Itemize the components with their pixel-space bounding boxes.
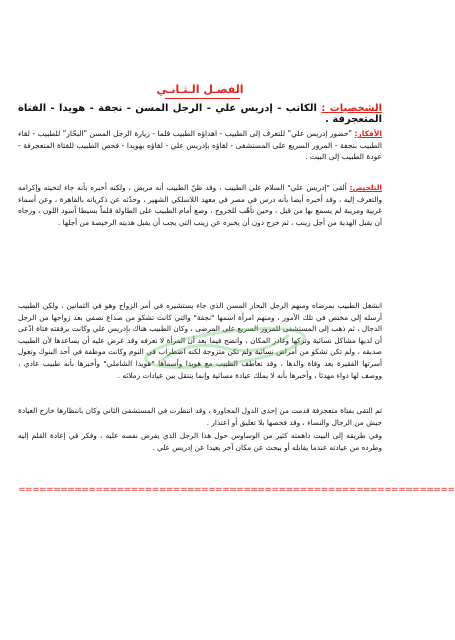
- ideas-text: "حضور إدريس علي" للتعرف إلى الطبيب - اهداؤه الطبيب قلما - زيارة الرجل المسن "البحّار" للطبيب - لقاء الطبيب بنجفة - المرور السريع على المستشفى - لقاؤه بإدريس علي - لقاؤه بهويدا - فحص الطبيب للفتاة المتعجرفة - عودة الطبيب إلى البيت .: [18, 129, 382, 161]
- body-paragraph-2: ثم التقى بفتاة متعجرفة قدمت من إحدى الدول المجاورة ، وقد انتظرت في المستشفى الثاني وكان بانتظارها خارج العيادة جيش من الرجال والنساء ، وقد فحصها بلا تعليق أو اعتذار .: [18, 406, 382, 427]
- body-paragraph-1: انشغل الطبيب بمرضاه ومنهم الرجل البحار المسن الذي جاء يستشيره في أمر الزواج وهو في الثمانين ، ولكن الطبيب أرسله إلى مختص في تلك الأمور ، ومنهم امرأة اسمها "نجفة" والتي كانت تشكو من صداع نصفي بعد زواجها من الرجل الدجال ، ثم ذهب إلى المستشفى للمرور السريع على المرضى ، وكان الطبيب هناك بإدريس علي وكانت برفقته فتاة ادّعى أن لديها مشاكل نسائية وتركها وغادر المكان ، واتضح فيما بعد أن المرأة لا تعرفه وقد عرض عليه أن يساعدها لأن الطبيب صديقه ، ولم تكن تشكو من أمراض نسائية ولم تكن متزوجة لكنه اضطراب في النوم وكانت موظفة في أحد البنوك وتعول أسرتها الفقيرة بعد وفاة والدها ، وقد تعاطف الطبيب مع هويدا وأسماها "هويدا الشاملي" وأخبرها بأنه طبيب عادي ، ووصف لها دواء مهدئا ، وأخبرها بأنه لا يملك عيادة مسائية وإنما ينتقل بين عيادات زملائه .: [18, 301, 382, 380]
- characters-text: الكاتب - إدريس علي - الرجل المسن - نجفة - هويدا - الفتاة المتعجرفة .: [18, 103, 382, 125]
- ideas-paragraph: [18, 128, 382, 163]
- summary-text: ألقى "إدريس علي" السلام على الطبيب ، وقد ظنّ الطبيب أنه مريض ، ولكنه أخبره بأنه جاء لتحيته وإكرامه والتعرف إليه ، وقد أخبره أيضا بأنه درس في مصر في معهد اللاسلكي الشهير ، وحدّثه عن ذكرياته بالقاهرة ، وعن أسماء غريبة ومريبة لم يسمع بها من قبل ، وحين تأهّب للخروج ، وضع أمام الطبيب على الطاولة قلماً بسيطا أسود اللون ، ورجاه أن يقبل الهدية من أجل زينب ، ثم خرج دون أن يخبره عن زينب التي يجب أن يقبل هديته الرخيصة من أجلها .: [18, 183, 382, 227]
- chapter-title-underline: [165, 98, 240, 99]
- section-divider: ==============================================================: [18, 485, 455, 495]
- body-paragraph-3: وفي طريقه إلى البيت داهمته كثير من الوساوس حول هذا الرجل الذي يفرض نفسه عليه ، وفكر في إعادة القلم إليه وطرده من عيادته عندما يقابله أو يبحث عن مكان آخر بعيدا عن إدريس علي .: [18, 431, 382, 452]
- summary-label: التلخيص:: [349, 183, 382, 192]
- characters-label: الشخصيات :: [321, 103, 383, 114]
- summary-paragraph: [18, 182, 382, 228]
- characters-line: [18, 103, 382, 125]
- ideas-label: الأفكار:: [354, 129, 382, 138]
- chapter-title: الفصـل الـثـانـي: [156, 83, 244, 96]
